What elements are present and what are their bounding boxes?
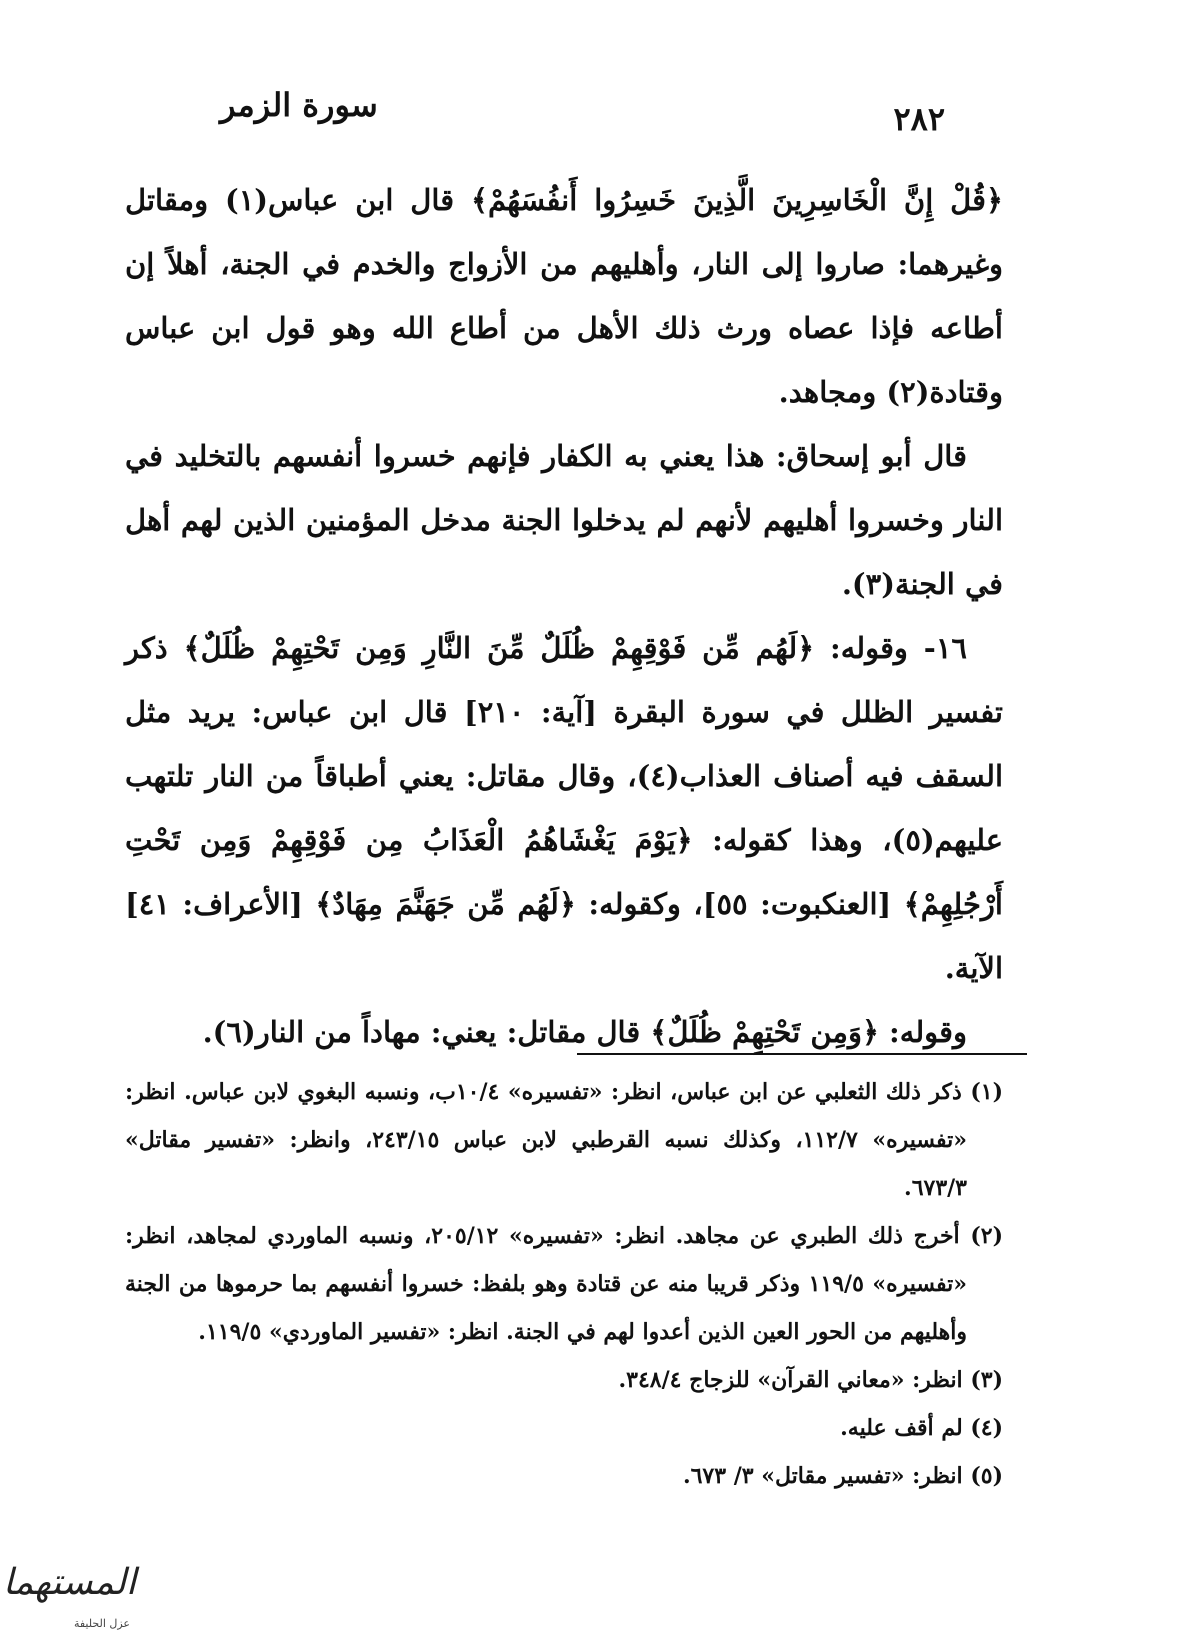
page-number: ٢٨٢ [893,100,945,138]
footnote: (٥) انظر: «تفسير مقاتل» ٣/ ٦٧٣. [682,1463,1003,1489]
footnote: (١) ذكر ذلك الثعلبي عن ابن عباس، انظر: «تفسيره» ١٠/٤ب، ونسبه البغوي لابن عباس. انظر: «تفسيره» ١١٢/٧، وكذلك نسبه القرطبي لابن عباس ٢٤٣/١٥، وانظر: «تفسير مقاتل» ٦٧٣/٣. [125,1079,1003,1201]
footnote: (٤) لم أقف عليه. [840,1415,1003,1441]
paragraph: قال أبو إسحاق: هذا يعني به الكفار فإنهم خسروا أنفسهم بالتخليد في النار وخسروا أهليهم لأنهم لم يدخلوا الجنة مدخل المؤمنين الذين لهم أهل في الجنة(٣). [125,439,1003,601]
footnotes [125,1068,1003,1500]
sura-title: سورة الزمر [220,86,378,124]
main-text [125,168,1003,1064]
footnote: (٢) أخرج ذلك الطبري عن مجاهد. انظر: «تفسيره» ٢٠٥/١٢، ونسبه الماوردي لمجاهد، انظر: «تفسيره» ١١٩/٥ وذكر قريبا منه عن قتادة وهو بلفظ: خسروا أنفسهم بما حرموها من الجنة وأهليهم من الحور العين الذين أعدوا لهم في الجنة. انظر: «تفسير الماوردي» ١١٩/٥. [125,1223,1004,1345]
paragraph: ﴿قُلْ إِنَّ الْخَاسِرِينَ الَّذِينَ خَسِرُوا أَنفُسَهُمْ﴾ قال ابن عباس(١) ومقاتل وغيرهما: صاروا إلى النار، وأهليهم من الأزواج والخدم في الجنة، أهلاً إن أطاعه فإذا عصاه ورث ذلك الأهل من أطاع الله وهو قول ابن عباس وقتادة(٢) ومجاهد. [125,183,1003,409]
footnote-separator [577,1053,1027,1055]
stamp-subtext: عزل الحليفة [73,1617,130,1630]
paragraph: وقوله: ﴿وَمِن تَحْتِهِمْ ظُلَلٌ﴾ قال مقاتل: يعني: مهاداً من النار(٦). [202,1015,967,1049]
footnote: (٣) انظر: «معاني القرآن» للزجاج ٣٤٨/٤. [618,1367,1003,1393]
publisher-stamp-logo [2,1562,140,1632]
paragraph: ١٦- وقوله: ﴿لَهُم مِّن فَوْقِهِمْ ظُلَلٌ مِّنَ النَّارِ وَمِن تَحْتِهِمْ ظُلَلٌ﴾ ذكر تفسير الظلل في سورة البقرة [آية: ٢١٠] قال ابن عباس: يريد مثل السقف فيه أصناف العذاب(٤)، وقال مقاتل: يعني أطباقاً من النار تلتهب عليهم(٥)، وهذا كقوله: ﴿يَوْمَ يَغْشَاهُمُ الْعَذَابُ مِن فَوْقِهِمْ وَمِن تَحْتِ أَرْجُلِهِمْ﴾ [العنكبوت: ٥٥]، وكقوله: ﴿لَهُم مِّن جَهَنَّمَ مِهَادٌ﴾ [الأعراف: ٤١] الآية. [125,631,1004,985]
page-header [220,86,945,136]
stamp-text: المستهما [2,1562,136,1603]
